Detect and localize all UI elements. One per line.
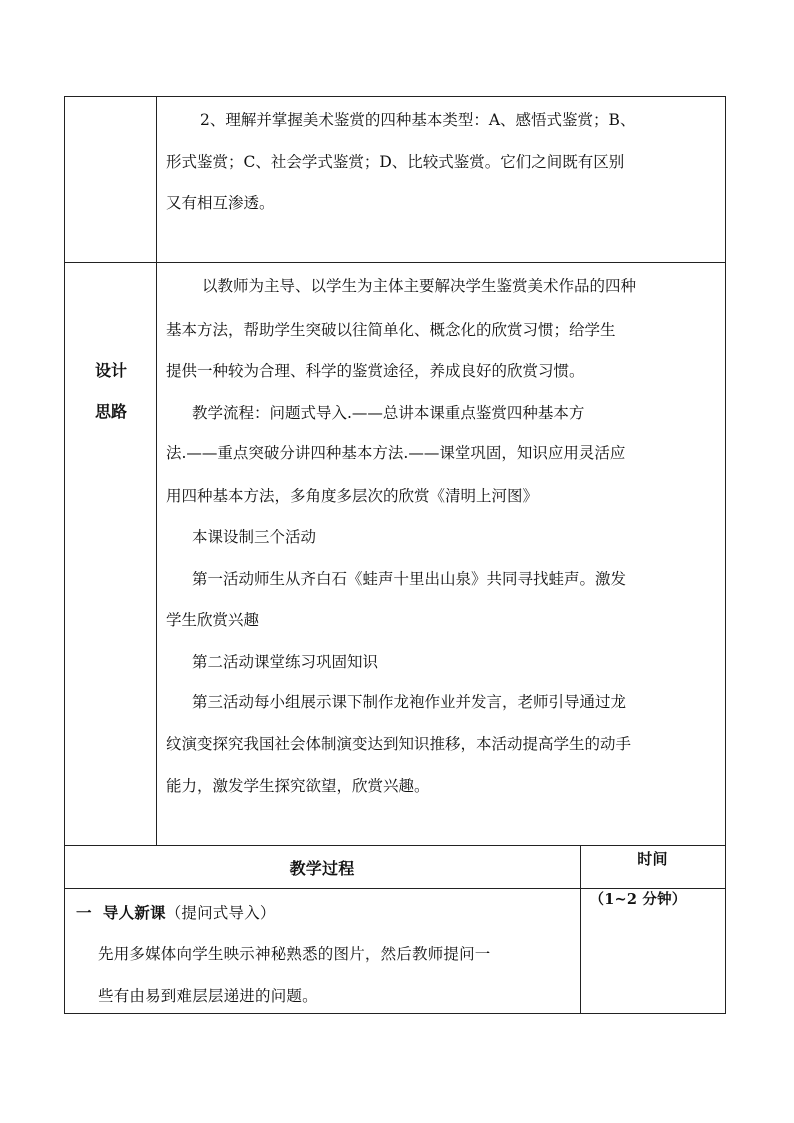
- section-title: [76, 902, 276, 924]
- time-value: （1~2 分钟）: [589, 891, 687, 908]
- table-border-top: [64, 96, 726, 97]
- section-title-bold: 一 导人新课: [76, 903, 166, 922]
- row-divider-2: [64, 845, 726, 846]
- design-line-11: 第三活动每小组展示课下制作龙袍作业并发言，老师引导通过龙: [192, 693, 627, 711]
- objectives-line-3: 又有相互渗透。: [166, 194, 275, 212]
- row-divider-1: [64, 262, 726, 263]
- design-line-9: 学生欣赏兴趣: [166, 611, 260, 629]
- process-body-line-2: 些有由易到难层层递进的问题。: [98, 987, 318, 1005]
- time-column-divider: [580, 845, 581, 1014]
- design-line-1: 以教师为主导、以学生为主体主要解决学生鉴赏美术作品的四种: [202, 277, 637, 295]
- design-line-4: 教学流程：问题式导入.——总讲本课重点鉴赏四种基本方: [192, 404, 585, 422]
- design-line-3: 提供一种较为合理、科学的鉴赏途径，养成良好的欣赏习惯。: [166, 362, 585, 380]
- time-header: 时间: [637, 850, 668, 868]
- table-border-bottom: [64, 1013, 726, 1014]
- table-border-right: [725, 96, 726, 1014]
- design-line-5: 法.——重点突破分讲四种基本方法.——课堂巩固，知识应用灵活应: [166, 444, 626, 462]
- design-line-12: 纹演变探究我国社会体制演变达到知识推移，本活动提高学生的动手: [166, 735, 632, 753]
- process-body-line-1: 先用多媒体向学生映示神秘熟悉的图片，然后教师提问一: [98, 945, 491, 963]
- section-title-rest: （提问式导入）: [165, 904, 276, 922]
- design-line-7: 本课设制三个活动: [192, 528, 317, 546]
- objectives-line-2: 形式鉴赏；C、社会学式鉴赏；D、比较式鉴赏。它们之间既有区别: [166, 153, 625, 171]
- design-line-10: 第二活动课堂练习巩固知识: [192, 653, 379, 671]
- design-label-line-1: 设计: [94, 361, 127, 380]
- objectives-line-1: 2、理解并掌握美术鉴赏的四种基本类型：A、感悟式鉴赏；B、: [200, 111, 636, 129]
- design-line-13: 能力，激发学生探究欲望，欣赏兴趣。: [166, 777, 430, 795]
- design-line-6: 用四种基本方法，多角度多层次的欣赏《清明上河图》: [166, 487, 539, 505]
- design-line-8: 第一活动师生从齐白石《蛙声十里出山泉》共同寻找蛙声。激发: [192, 570, 627, 588]
- design-line-2: 基本方法，帮助学生突破以往简单化、概念化的欣赏习惯；给学生: [166, 321, 616, 339]
- design-label-line-2: 思路: [94, 402, 127, 421]
- label-column-divider: [156, 96, 157, 846]
- process-header: 教学过程: [289, 859, 355, 878]
